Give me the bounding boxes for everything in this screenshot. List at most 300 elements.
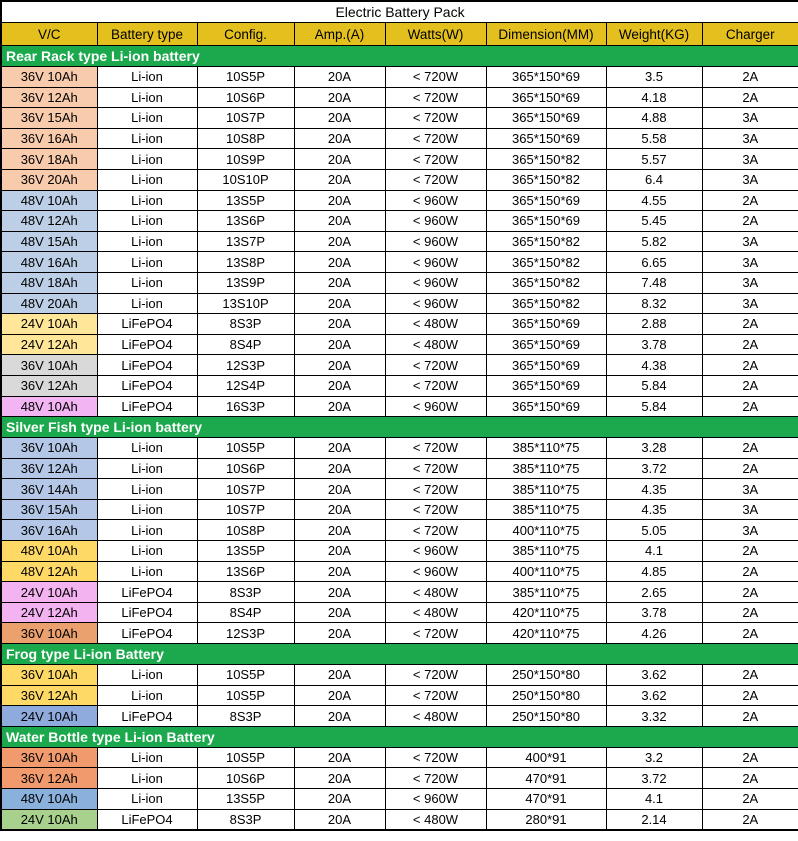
watts-cell: < 720W <box>385 520 486 541</box>
watts-cell: < 960W <box>385 789 486 810</box>
weight-cell: 4.88 <box>606 108 702 129</box>
table-row <box>1 396 798 417</box>
config-cell: 13S6P <box>197 211 294 232</box>
config-cell: 13S8P <box>197 252 294 273</box>
table-row <box>1 623 798 644</box>
battery-cell: Li-ion <box>97 499 197 520</box>
amp-cell: 20A <box>294 149 385 170</box>
config-cell: 12S3P <box>197 623 294 644</box>
dim-cell: 365*150*82 <box>486 272 606 293</box>
section-header-row <box>1 46 798 67</box>
amp-cell: 20A <box>294 582 385 603</box>
dim-cell: 365*150*82 <box>486 252 606 273</box>
weight-cell: 3.62 <box>606 685 702 706</box>
charger-cell: 2A <box>702 602 798 623</box>
weight-cell: 5.84 <box>606 375 702 396</box>
amp-cell: 20A <box>294 87 385 108</box>
vc-cell: 24V 10Ah <box>1 582 97 603</box>
battery-cell: Li-ion <box>97 272 197 293</box>
config-cell: 8S4P <box>197 602 294 623</box>
battery-cell: Li-ion <box>97 685 197 706</box>
table-row <box>1 747 798 768</box>
table-row <box>1 128 798 149</box>
weight-cell: 3.72 <box>606 768 702 789</box>
config-cell: 10S7P <box>197 479 294 500</box>
amp-cell: 20A <box>294 169 385 190</box>
vc-cell: 36V 16Ah <box>1 520 97 541</box>
weight-cell: 6.65 <box>606 252 702 273</box>
amp-cell: 20A <box>294 809 385 830</box>
watts-cell: < 480W <box>385 602 486 623</box>
vc-cell: 36V 10Ah <box>1 355 97 376</box>
vc-cell: 48V 20Ah <box>1 293 97 314</box>
watts-cell: < 720W <box>385 149 486 170</box>
table-row <box>1 685 798 706</box>
table-row <box>1 706 798 727</box>
charger-cell: 2A <box>702 211 798 232</box>
table-row <box>1 520 798 541</box>
battery-cell: Li-ion <box>97 169 197 190</box>
weight-cell: 5.57 <box>606 149 702 170</box>
battery-cell: LiFePO4 <box>97 582 197 603</box>
battery-cell: Li-ion <box>97 231 197 252</box>
watts-cell: < 960W <box>385 541 486 562</box>
watts-cell: < 960W <box>385 231 486 252</box>
battery-cell: Li-ion <box>97 789 197 810</box>
charger-cell: 2A <box>702 67 798 88</box>
watts-cell: < 480W <box>385 706 486 727</box>
table-row <box>1 108 798 129</box>
weight-cell: 2.65 <box>606 582 702 603</box>
table-row <box>1 314 798 335</box>
section-header-label: Silver Fish type Li-ion battery <box>1 417 798 438</box>
table-row <box>1 458 798 479</box>
amp-cell: 20A <box>294 458 385 479</box>
amp-cell: 20A <box>294 231 385 252</box>
dim-cell: 365*150*69 <box>486 334 606 355</box>
weight-cell: 5.45 <box>606 211 702 232</box>
table-row <box>1 252 798 273</box>
table-row <box>1 541 798 562</box>
charger-cell: 3A <box>702 479 798 500</box>
watts-cell: < 720W <box>385 499 486 520</box>
vc-cell: 36V 15Ah <box>1 499 97 520</box>
amp-cell: 20A <box>294 355 385 376</box>
dim-cell: 385*110*75 <box>486 458 606 479</box>
table-row <box>1 355 798 376</box>
col-header-watts: Watts(W) <box>385 23 486 46</box>
battery-cell: Li-ion <box>97 67 197 88</box>
config-cell: 8S3P <box>197 706 294 727</box>
config-cell: 10S5P <box>197 67 294 88</box>
charger-cell: 2A <box>702 561 798 582</box>
col-header-amp: Amp.(A) <box>294 23 385 46</box>
vc-cell: 36V 14Ah <box>1 479 97 500</box>
battery-cell: Li-ion <box>97 665 197 686</box>
vc-cell: 36V 12Ah <box>1 768 97 789</box>
amp-cell: 20A <box>294 108 385 129</box>
weight-cell: 3.78 <box>606 334 702 355</box>
dim-cell: 250*150*80 <box>486 706 606 727</box>
vc-cell: 48V 10Ah <box>1 190 97 211</box>
vc-cell: 48V 10Ah <box>1 789 97 810</box>
dim-cell: 365*150*82 <box>486 231 606 252</box>
charger-cell: 2A <box>702 747 798 768</box>
weight-cell: 6.4 <box>606 169 702 190</box>
table-row <box>1 561 798 582</box>
config-cell: 8S4P <box>197 334 294 355</box>
page-title: Electric Battery Pack <box>1 1 798 23</box>
section-header-label: Water Bottle type Li-ion Battery <box>1 726 798 747</box>
dim-cell: 400*110*75 <box>486 561 606 582</box>
dim-cell: 470*91 <box>486 789 606 810</box>
table-row <box>1 768 798 789</box>
charger-cell: 2A <box>702 190 798 211</box>
amp-cell: 20A <box>294 520 385 541</box>
amp-cell: 20A <box>294 789 385 810</box>
charger-cell: 2A <box>702 396 798 417</box>
battery-cell: LiFePO4 <box>97 375 197 396</box>
table-row <box>1 375 798 396</box>
dim-cell: 365*150*69 <box>486 355 606 376</box>
vc-cell: 48V 16Ah <box>1 252 97 273</box>
weight-cell: 3.32 <box>606 706 702 727</box>
watts-cell: < 720W <box>385 87 486 108</box>
amp-cell: 20A <box>294 272 385 293</box>
table-row <box>1 169 798 190</box>
amp-cell: 20A <box>294 706 385 727</box>
dim-cell: 365*150*82 <box>486 149 606 170</box>
weight-cell: 3.62 <box>606 665 702 686</box>
battery-cell: Li-ion <box>97 190 197 211</box>
dim-cell: 365*150*69 <box>486 396 606 417</box>
battery-cell: Li-ion <box>97 211 197 232</box>
charger-cell: 3A <box>702 169 798 190</box>
battery-cell: Li-ion <box>97 479 197 500</box>
charger-cell: 3A <box>702 108 798 129</box>
watts-cell: < 960W <box>385 211 486 232</box>
watts-cell: < 720W <box>385 768 486 789</box>
amp-cell: 20A <box>294 479 385 500</box>
col-header-vc: V/C <box>1 23 97 46</box>
amp-cell: 20A <box>294 623 385 644</box>
table-row <box>1 272 798 293</box>
watts-cell: < 960W <box>385 190 486 211</box>
dim-cell: 365*150*82 <box>486 169 606 190</box>
config-cell: 16S3P <box>197 396 294 417</box>
table-row <box>1 231 798 252</box>
charger-cell: 2A <box>702 541 798 562</box>
weight-cell: 4.18 <box>606 87 702 108</box>
vc-cell: 36V 18Ah <box>1 149 97 170</box>
battery-cell: LiFePO4 <box>97 809 197 830</box>
vc-cell: 36V 12Ah <box>1 685 97 706</box>
charger-cell: 3A <box>702 293 798 314</box>
watts-cell: < 720W <box>385 169 486 190</box>
charger-cell: 2A <box>702 623 798 644</box>
amp-cell: 20A <box>294 541 385 562</box>
vc-cell: 48V 12Ah <box>1 561 97 582</box>
weight-cell: 5.05 <box>606 520 702 541</box>
battery-cell: LiFePO4 <box>97 706 197 727</box>
weight-cell: 4.38 <box>606 355 702 376</box>
section-header-label: Rear Rack type Li-ion battery <box>1 46 798 67</box>
dim-cell: 365*150*69 <box>486 128 606 149</box>
vc-cell: 36V 12Ah <box>1 87 97 108</box>
config-cell: 10S8P <box>197 128 294 149</box>
watts-cell: < 720W <box>385 747 486 768</box>
section-header-row <box>1 644 798 665</box>
config-cell: 10S5P <box>197 685 294 706</box>
watts-cell: < 720W <box>385 623 486 644</box>
vc-cell: 48V 12Ah <box>1 211 97 232</box>
weight-cell: 7.48 <box>606 272 702 293</box>
vc-cell: 48V 15Ah <box>1 231 97 252</box>
watts-cell: < 720W <box>385 438 486 459</box>
battery-cell: Li-ion <box>97 108 197 129</box>
watts-cell: < 480W <box>385 334 486 355</box>
dim-cell: 365*150*69 <box>486 87 606 108</box>
dim-cell: 365*150*82 <box>486 293 606 314</box>
col-header-config: Config. <box>197 23 294 46</box>
table-row <box>1 665 798 686</box>
vc-cell: 36V 10Ah <box>1 438 97 459</box>
amp-cell: 20A <box>294 252 385 273</box>
amp-cell: 20A <box>294 747 385 768</box>
config-cell: 8S3P <box>197 809 294 830</box>
config-cell: 10S6P <box>197 458 294 479</box>
config-cell: 10S5P <box>197 665 294 686</box>
charger-cell: 3A <box>702 252 798 273</box>
weight-cell: 4.1 <box>606 541 702 562</box>
config-cell: 12S4P <box>197 375 294 396</box>
table-row <box>1 190 798 211</box>
amp-cell: 20A <box>294 128 385 149</box>
battery-cell: Li-ion <box>97 458 197 479</box>
dim-cell: 385*110*75 <box>486 582 606 603</box>
charger-cell: 2A <box>702 582 798 603</box>
table-row <box>1 87 798 108</box>
weight-cell: 3.2 <box>606 747 702 768</box>
charger-cell: 3A <box>702 149 798 170</box>
weight-cell: 5.58 <box>606 128 702 149</box>
config-cell: 10S5P <box>197 438 294 459</box>
dim-cell: 365*150*69 <box>486 190 606 211</box>
battery-cell: Li-ion <box>97 128 197 149</box>
amp-cell: 20A <box>294 375 385 396</box>
dim-cell: 365*150*69 <box>486 314 606 335</box>
config-cell: 10S7P <box>197 499 294 520</box>
table-row <box>1 293 798 314</box>
battery-cell: Li-ion <box>97 87 197 108</box>
amp-cell: 20A <box>294 665 385 686</box>
vc-cell: 36V 12Ah <box>1 375 97 396</box>
vc-cell: 24V 12Ah <box>1 602 97 623</box>
vc-cell: 24V 12Ah <box>1 334 97 355</box>
watts-cell: < 720W <box>385 375 486 396</box>
charger-cell: 3A <box>702 231 798 252</box>
weight-cell: 4.55 <box>606 190 702 211</box>
watts-cell: < 720W <box>385 108 486 129</box>
col-header-battery: Battery type <box>97 23 197 46</box>
watts-cell: < 480W <box>385 809 486 830</box>
column-header-row <box>1 23 798 46</box>
dim-cell: 365*150*69 <box>486 67 606 88</box>
config-cell: 8S3P <box>197 314 294 335</box>
watts-cell: < 720W <box>385 665 486 686</box>
watts-cell: < 960W <box>385 396 486 417</box>
dim-cell: 250*150*80 <box>486 685 606 706</box>
vc-cell: 36V 10Ah <box>1 665 97 686</box>
vc-cell: 36V 15Ah <box>1 108 97 129</box>
weight-cell: 4.35 <box>606 499 702 520</box>
config-cell: 10S10P <box>197 169 294 190</box>
charger-cell: 2A <box>702 665 798 686</box>
vc-cell: 48V 18Ah <box>1 272 97 293</box>
table-row <box>1 211 798 232</box>
col-header-dimension: Dimension(MM) <box>486 23 606 46</box>
config-cell: 13S6P <box>197 561 294 582</box>
config-cell: 13S5P <box>197 789 294 810</box>
col-header-weight: Weight(KG) <box>606 23 702 46</box>
vc-cell: 36V 10Ah <box>1 747 97 768</box>
weight-cell: 5.82 <box>606 231 702 252</box>
weight-cell: 2.14 <box>606 809 702 830</box>
vc-cell: 36V 20Ah <box>1 169 97 190</box>
amp-cell: 20A <box>294 293 385 314</box>
dim-cell: 365*150*69 <box>486 211 606 232</box>
amp-cell: 20A <box>294 314 385 335</box>
weight-cell: 8.32 <box>606 293 702 314</box>
weight-cell: 4.85 <box>606 561 702 582</box>
dim-cell: 250*150*80 <box>486 665 606 686</box>
section-header-row <box>1 726 798 747</box>
watts-cell: < 960W <box>385 293 486 314</box>
amp-cell: 20A <box>294 499 385 520</box>
charger-cell: 3A <box>702 520 798 541</box>
charger-cell: 2A <box>702 458 798 479</box>
battery-cell: Li-ion <box>97 438 197 459</box>
table-row <box>1 67 798 88</box>
dim-cell: 365*150*69 <box>486 108 606 129</box>
charger-cell: 2A <box>702 375 798 396</box>
vc-cell: 48V 10Ah <box>1 541 97 562</box>
dim-cell: 420*110*75 <box>486 602 606 623</box>
amp-cell: 20A <box>294 602 385 623</box>
watts-cell: < 720W <box>385 685 486 706</box>
charger-cell: 2A <box>702 355 798 376</box>
watts-cell: < 720W <box>385 479 486 500</box>
table-row <box>1 499 798 520</box>
charger-cell: 3A <box>702 128 798 149</box>
watts-cell: < 720W <box>385 355 486 376</box>
vc-cell: 24V 10Ah <box>1 314 97 335</box>
title-row <box>1 1 798 23</box>
dim-cell: 385*110*75 <box>486 438 606 459</box>
battery-cell: Li-ion <box>97 747 197 768</box>
section-header-row <box>1 417 798 438</box>
weight-cell: 4.26 <box>606 623 702 644</box>
dim-cell: 385*110*75 <box>486 479 606 500</box>
config-cell: 8S3P <box>197 582 294 603</box>
config-cell: 10S6P <box>197 87 294 108</box>
charger-cell: 2A <box>702 768 798 789</box>
config-cell: 10S7P <box>197 108 294 129</box>
config-cell: 13S5P <box>197 190 294 211</box>
battery-cell: LiFePO4 <box>97 355 197 376</box>
watts-cell: < 480W <box>385 314 486 335</box>
amp-cell: 20A <box>294 334 385 355</box>
dim-cell: 470*91 <box>486 768 606 789</box>
vc-cell: 36V 12Ah <box>1 458 97 479</box>
watts-cell: < 960W <box>385 272 486 293</box>
dim-cell: 365*150*69 <box>486 375 606 396</box>
vc-cell: 36V 10Ah <box>1 623 97 644</box>
battery-cell: Li-ion <box>97 520 197 541</box>
vc-cell: 48V 10Ah <box>1 396 97 417</box>
config-cell: 10S9P <box>197 149 294 170</box>
amp-cell: 20A <box>294 396 385 417</box>
weight-cell: 4.1 <box>606 789 702 810</box>
vc-cell: 36V 16Ah <box>1 128 97 149</box>
dim-cell: 385*110*75 <box>486 499 606 520</box>
battery-cell: Li-ion <box>97 293 197 314</box>
config-cell: 13S7P <box>197 231 294 252</box>
config-cell: 10S5P <box>197 747 294 768</box>
table-row <box>1 789 798 810</box>
table-row <box>1 602 798 623</box>
watts-cell: < 480W <box>385 582 486 603</box>
watts-cell: < 720W <box>385 128 486 149</box>
watts-cell: < 720W <box>385 458 486 479</box>
battery-cell: LiFePO4 <box>97 314 197 335</box>
table-row <box>1 438 798 459</box>
battery-cell: Li-ion <box>97 561 197 582</box>
charger-cell: 2A <box>702 809 798 830</box>
section-header-label: Frog type Li-ion Battery <box>1 644 798 665</box>
battery-cell: Li-ion <box>97 768 197 789</box>
config-cell: 12S3P <box>197 355 294 376</box>
vc-cell: 24V 10Ah <box>1 706 97 727</box>
weight-cell: 2.88 <box>606 314 702 335</box>
amp-cell: 20A <box>294 438 385 459</box>
table-row <box>1 334 798 355</box>
charger-cell: 2A <box>702 87 798 108</box>
battery-cell: Li-ion <box>97 149 197 170</box>
amp-cell: 20A <box>294 561 385 582</box>
amp-cell: 20A <box>294 685 385 706</box>
dim-cell: 385*110*75 <box>486 541 606 562</box>
dim-cell: 280*91 <box>486 809 606 830</box>
charger-cell: 3A <box>702 272 798 293</box>
battery-cell: LiFePO4 <box>97 602 197 623</box>
config-cell: 10S6P <box>197 768 294 789</box>
weight-cell: 3.78 <box>606 602 702 623</box>
battery-cell: LiFePO4 <box>97 623 197 644</box>
watts-cell: < 720W <box>385 67 486 88</box>
battery-cell: Li-ion <box>97 541 197 562</box>
vc-cell: 36V 10Ah <box>1 67 97 88</box>
amp-cell: 20A <box>294 211 385 232</box>
charger-cell: 2A <box>702 685 798 706</box>
charger-cell: 2A <box>702 334 798 355</box>
dim-cell: 400*91 <box>486 747 606 768</box>
charger-cell: 3A <box>702 499 798 520</box>
charger-cell: 2A <box>702 789 798 810</box>
dim-cell: 400*110*75 <box>486 520 606 541</box>
amp-cell: 20A <box>294 190 385 211</box>
weight-cell: 3.5 <box>606 67 702 88</box>
